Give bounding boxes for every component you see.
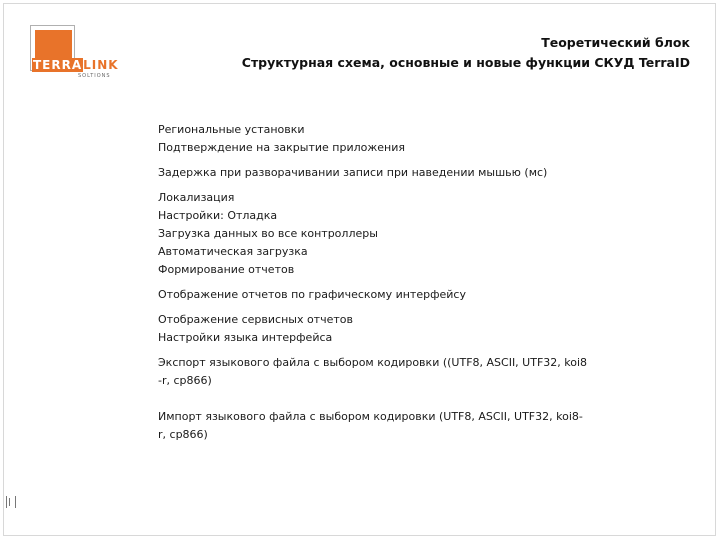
slide-title: Теоретический блок bbox=[541, 35, 690, 50]
feature-item: Отображение отчетов по графическому интерфейсу bbox=[158, 288, 466, 301]
logo-link-text: LINK bbox=[83, 58, 119, 72]
feature-item: Загрузка данных во все контроллеры bbox=[158, 227, 378, 240]
logo-subtext: SOLTIONS bbox=[78, 73, 111, 79]
feature-item: Настройки языка интерфейса bbox=[158, 331, 333, 344]
feature-group-export bbox=[158, 354, 628, 390]
feature-item: Формирование отчетов bbox=[158, 263, 295, 276]
feature-item: -r, cp866) bbox=[158, 374, 212, 387]
terralink-logo bbox=[30, 25, 119, 79]
feature-group-service bbox=[158, 311, 628, 347]
feature-item: Автоматическая загрузка bbox=[158, 245, 308, 258]
feature-group-localization bbox=[158, 189, 628, 279]
corner-bracket-icon bbox=[6, 496, 16, 508]
feature-item: Региональные установки bbox=[158, 123, 305, 136]
logo-orange-block bbox=[35, 30, 72, 60]
feature-group-import bbox=[158, 408, 628, 444]
feature-item: r, cp866) bbox=[158, 428, 208, 441]
feature-group-delay bbox=[158, 164, 628, 182]
feature-item: Локализация bbox=[158, 191, 235, 204]
feature-item: Импорт языкового файла с выбором кодировки (UTF8, ASCII, UTF32, koi8- bbox=[158, 410, 583, 423]
logo-wordmark bbox=[32, 59, 119, 71]
feature-item: Задержка при разворачивании записи при наведении мышью (мс) bbox=[158, 166, 548, 179]
feature-item: Экспорт языкового файла с выбором кодировки ((UTF8, ASCII, UTF32, koi8 bbox=[158, 356, 588, 369]
feature-group-reports-gui bbox=[158, 286, 628, 304]
feature-item: Отображение сервисных отчетов bbox=[158, 313, 353, 326]
logo-terra-text: TERRA bbox=[33, 58, 83, 72]
slide-header bbox=[242, 33, 690, 73]
feature-list bbox=[158, 121, 628, 451]
feature-item: Настройки: Отладка bbox=[158, 209, 278, 222]
feature-item: Подтверждение на закрытие приложения bbox=[158, 141, 406, 154]
slide-subtitle: Структурная схема, основные и новые функции СКУД TerraID bbox=[241, 55, 690, 70]
feature-group-regional bbox=[158, 121, 628, 157]
